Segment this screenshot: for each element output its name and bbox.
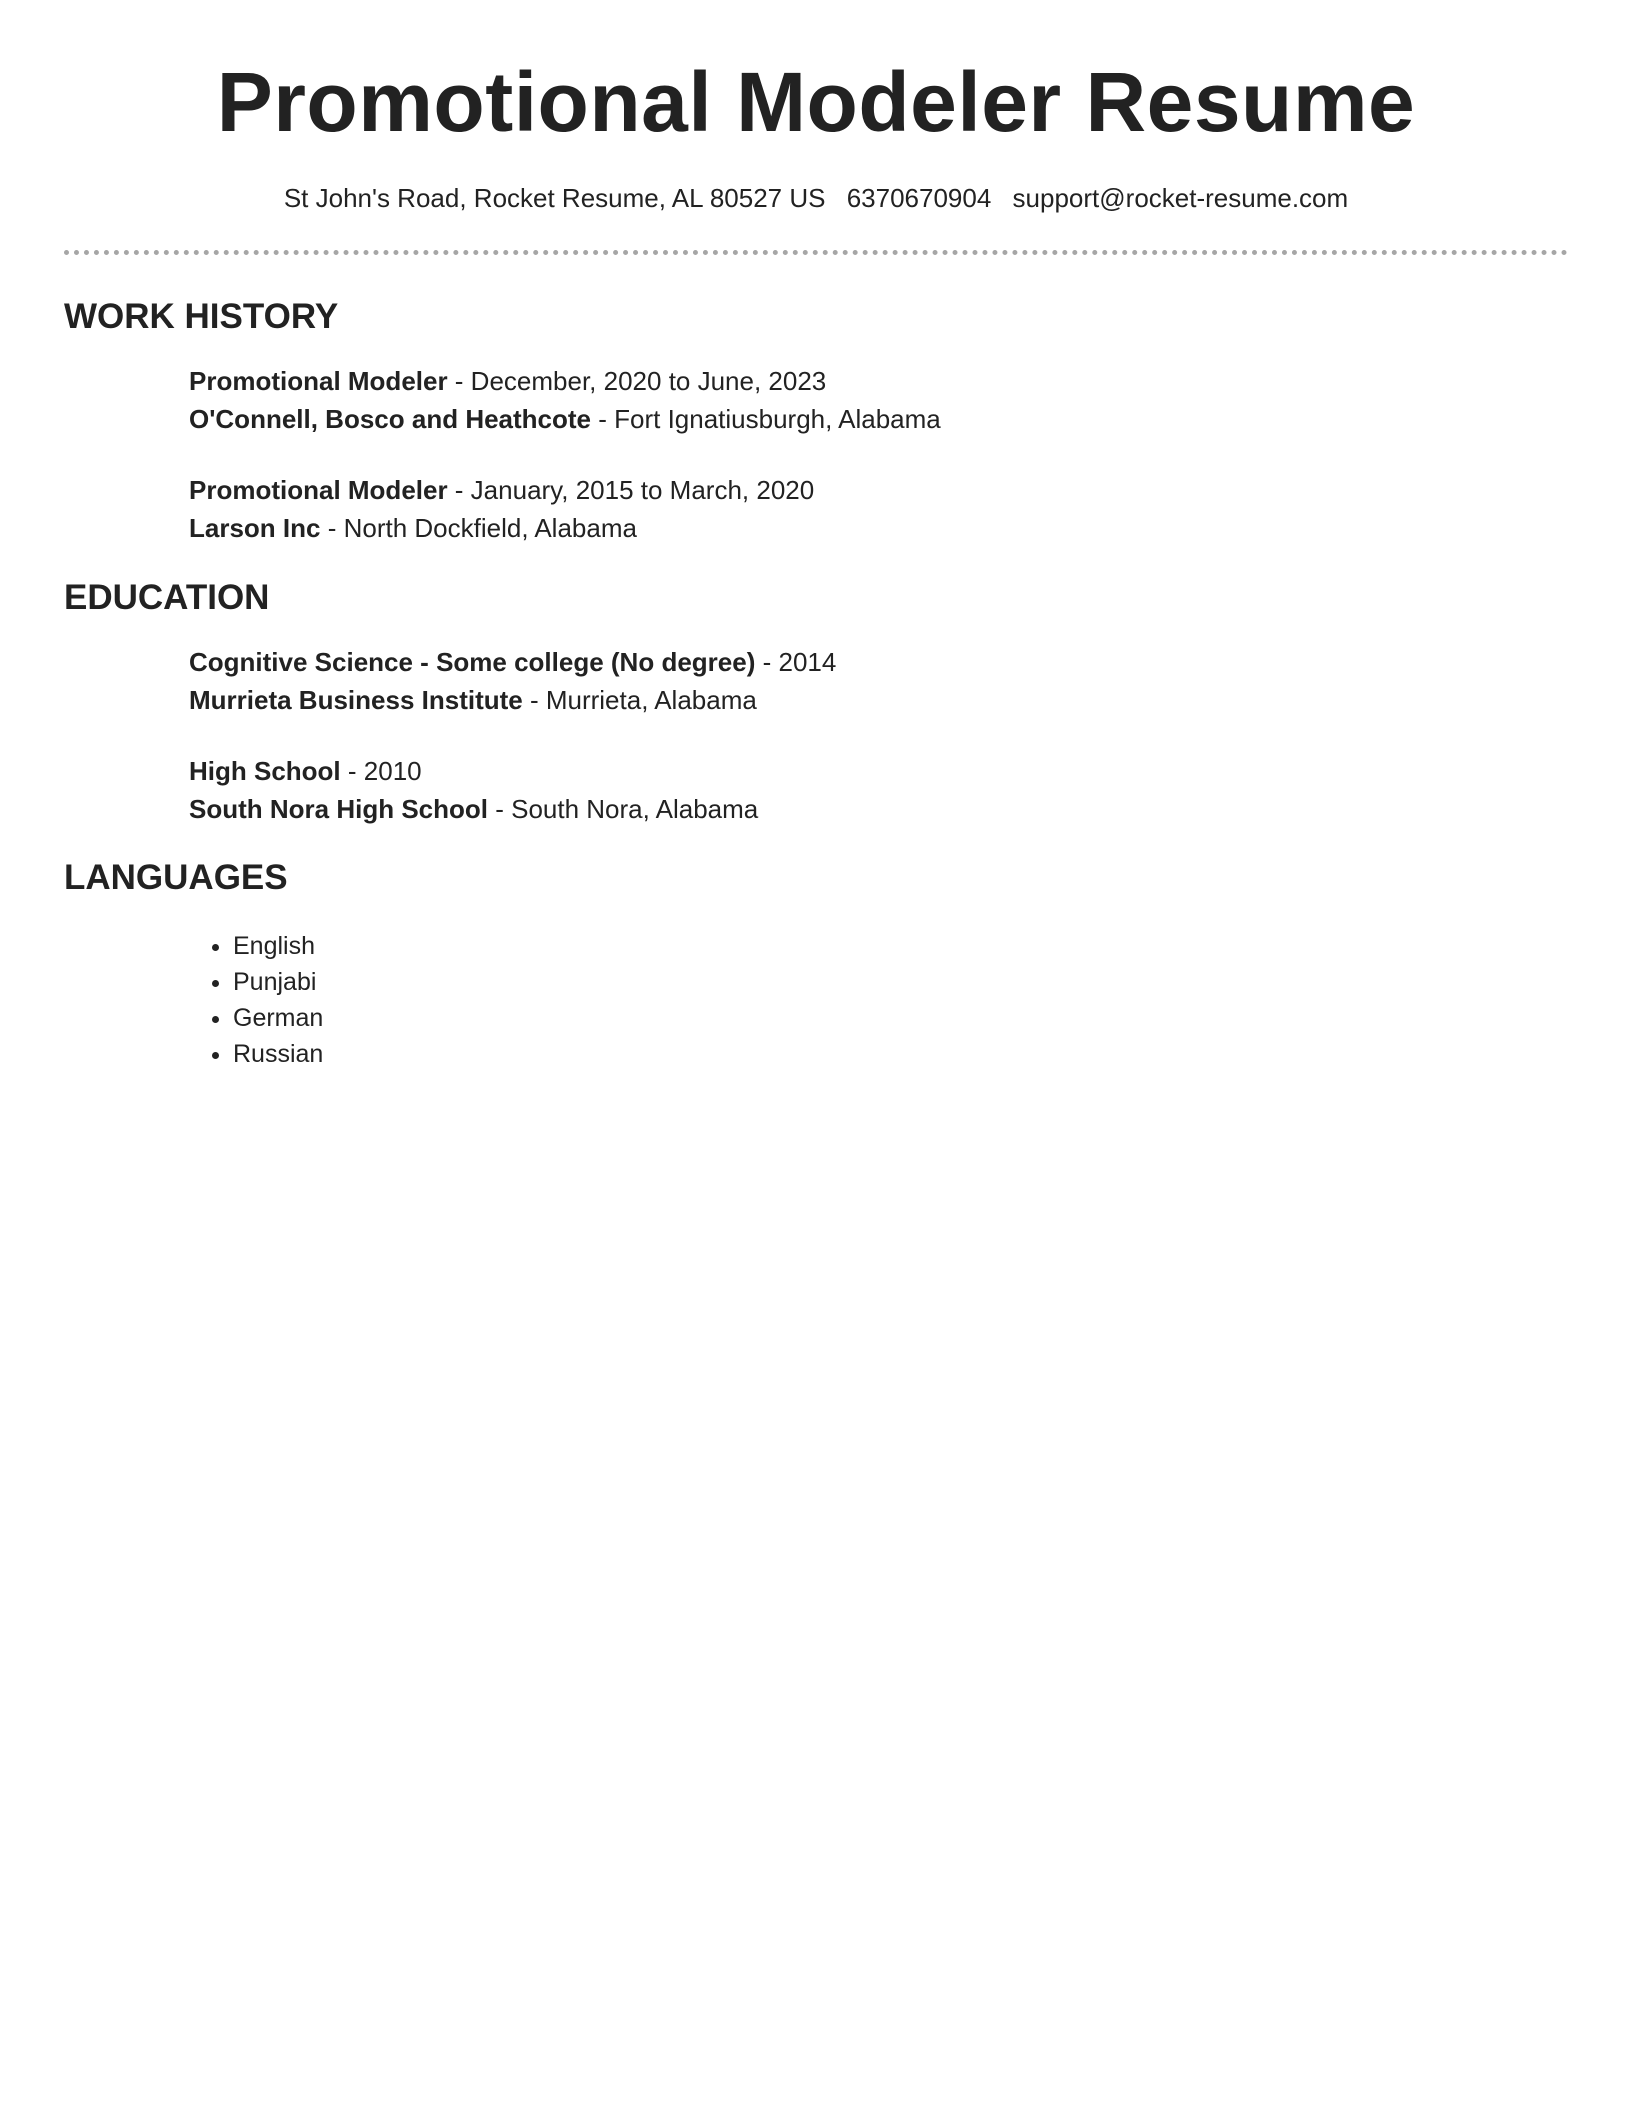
work-entry-company: O'Connell, Bosco and Heathcote [189, 404, 592, 434]
work-history-heading: WORK HISTORY [64, 297, 339, 336]
resume-title: Promotional Modeler Resume [216, 55, 1416, 149]
education-entry-school: Murrieta Business Institute [189, 685, 523, 715]
education-entry-school: South Nora High School [189, 794, 488, 824]
education-entry-degree: Cognitive Science - Some college (No degree) [189, 647, 756, 677]
work-entry-role-line [189, 471, 814, 509]
work-entry-dates: - January, 2015 to March, 2020 [447, 475, 815, 505]
work-entry [189, 362, 941, 438]
work-entry-company-line [189, 509, 814, 547]
contact-email: support@rocket-resume.com [1012, 183, 1349, 213]
contact-phone: 6370670904 [846, 183, 992, 213]
work-entry-role-line [189, 362, 941, 400]
education-entry-school-line [189, 790, 758, 828]
work-entry-dates: - December, 2020 to June, 2023 [447, 366, 827, 396]
education-entry-year: - 2010 [340, 756, 422, 786]
education-heading: EDUCATION [64, 578, 270, 617]
languages-list [189, 928, 323, 1072]
education-entry-location: - Murrieta, Alabama [522, 685, 757, 715]
language-item: • Russian [233, 1036, 323, 1072]
contact-line [0, 180, 1632, 216]
education-entry-degree: High School [189, 756, 341, 786]
education-entry [189, 643, 836, 719]
languages-heading: LANGUAGES [64, 858, 288, 897]
work-entry-role: Promotional Modeler [189, 366, 448, 396]
work-entry-location: - Fort Ignatiusburgh, Alabama [591, 404, 941, 434]
contact-address: St John's Road, Rocket Resume, AL 80527 US [283, 183, 826, 213]
education-entry [189, 752, 758, 828]
education-entry-degree-line [189, 752, 758, 790]
language-item: • German [233, 1000, 323, 1036]
work-entry-company-line [189, 400, 941, 438]
work-entry-location: - North Dockfield, Alabama [320, 513, 637, 543]
work-entry-role: Promotional Modeler [189, 475, 448, 505]
work-entry-company: Larson Inc [189, 513, 321, 543]
education-entry-degree-line [189, 643, 836, 681]
education-entry-school-line [189, 681, 836, 719]
header-divider [64, 250, 1568, 255]
language-item: • Punjabi [233, 964, 323, 1000]
education-entry-location: - South Nora, Alabama [488, 794, 759, 824]
work-entry [189, 471, 814, 547]
education-entry-year: - 2014 [755, 647, 837, 677]
language-item: • English [233, 928, 323, 964]
